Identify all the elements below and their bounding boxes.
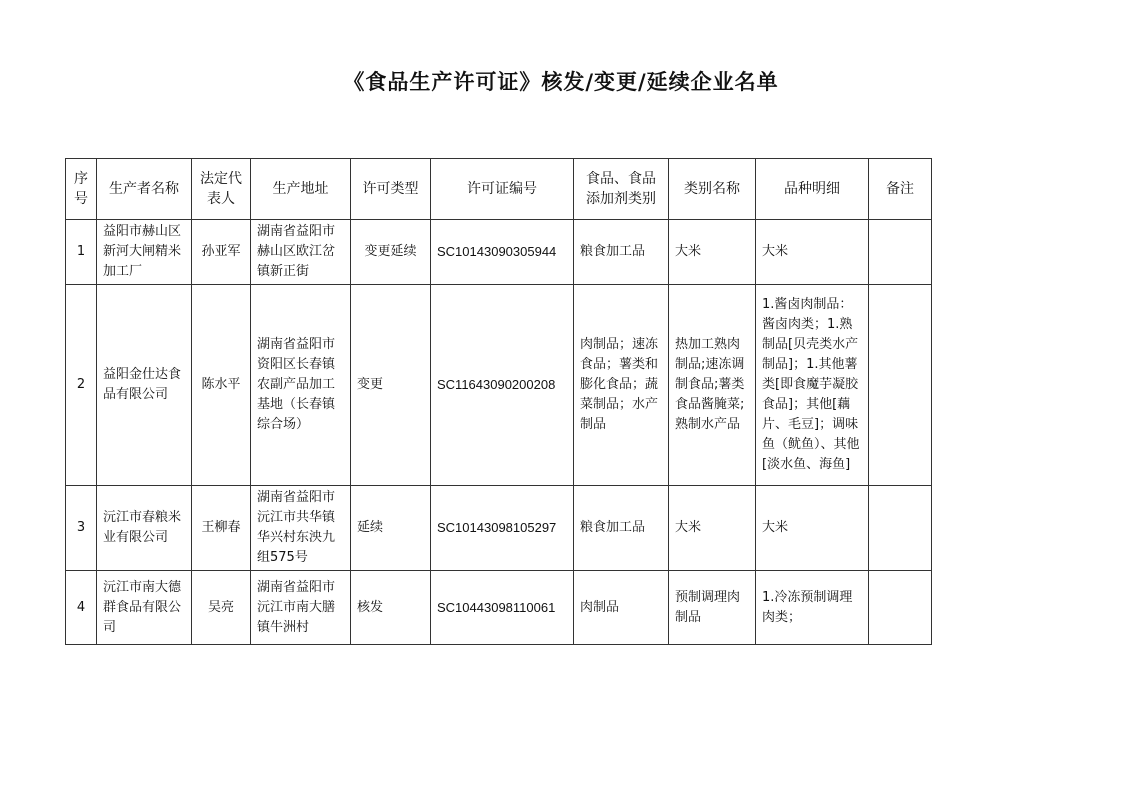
col-header-license-number: 许可证编号	[431, 159, 574, 220]
cell-producer-name: 沅江市南大德群食品有限公司	[97, 571, 192, 645]
cell-license-type: 变更延续	[351, 220, 431, 285]
cell-category-name: 热加工熟肉制品;速冻调制食品;薯类食品酱腌菜;熟制水产品	[669, 285, 756, 486]
col-header-address: 生产地址	[251, 159, 351, 220]
cell-category-name: 预制调理肉制品	[669, 571, 756, 645]
cell-license-type: 变更	[351, 285, 431, 486]
cell-no: 4	[66, 571, 97, 645]
cell-license-type: 延续	[351, 486, 431, 571]
cell-license-type: 核发	[351, 571, 431, 645]
table-row	[66, 220, 932, 285]
cell-no: 3	[66, 486, 97, 571]
cell-food-category: 肉制品	[574, 571, 669, 645]
page-title: 《食品生产许可证》核发/变更/延续企业名单	[343, 69, 779, 94]
table-header-row	[66, 159, 932, 220]
cell-address: 湖南省益阳市沅江市南大膳镇牛洲村	[251, 571, 351, 645]
cell-category-name: 大米	[669, 220, 756, 285]
cell-producer-name: 益阳市赫山区新河大闸精米加工厂	[97, 220, 192, 285]
cell-variety-detail: 1.冷冻预制调理肉类；	[756, 571, 869, 645]
cell-license-number: SC10443098110061	[431, 571, 574, 645]
cell-category-name: 大米	[669, 486, 756, 571]
cell-legal-rep: 王柳春	[192, 486, 251, 571]
cell-legal-rep: 孙亚军	[192, 220, 251, 285]
cell-address: 湖南省益阳市赫山区欧江岔镇新正街	[251, 220, 351, 285]
cell-legal-rep: 吴亮	[192, 571, 251, 645]
cell-no: 1	[66, 220, 97, 285]
cell-food-category: 肉制品；速冻食品；薯类和膨化食品；蔬菜制品；水产制品	[574, 285, 669, 486]
col-header-remark: 备注	[869, 159, 932, 220]
enterprise-table	[65, 158, 932, 645]
cell-address: 湖南省益阳市资阳区长春镇农副产品加工基地（长春镇综合场）	[251, 285, 351, 486]
table-row	[66, 486, 932, 571]
col-header-food-category: 食品、食品添加剂类别	[574, 159, 669, 220]
cell-variety-detail: 大米	[756, 220, 869, 285]
col-header-variety-detail: 品种明细	[756, 159, 869, 220]
cell-remark	[869, 486, 932, 571]
table-row	[66, 571, 932, 645]
col-header-category-name: 类别名称	[669, 159, 756, 220]
cell-variety-detail: 大米	[756, 486, 869, 571]
cell-no: 2	[66, 285, 97, 486]
cell-license-number: SC10143098105297	[431, 486, 574, 571]
cell-license-number: SC10143090305944	[431, 220, 574, 285]
cell-food-category: 粮食加工品	[574, 220, 669, 285]
cell-remark	[869, 220, 932, 285]
cell-legal-rep: 陈水平	[192, 285, 251, 486]
cell-producer-name: 沅江市春粮米业有限公司	[97, 486, 192, 571]
cell-remark	[869, 285, 932, 486]
cell-license-number: SC11643090200208	[431, 285, 574, 486]
col-header-no: 序号	[66, 159, 97, 220]
table-row	[66, 285, 932, 486]
cell-variety-detail: 1.酱卤肉制品：酱卤肉类；1.熟制品[贝壳类水产制品]；1.其他薯类[即食魔芋凝胶食品]；其他[藕片、毛豆]；调味鱼（鱿鱼）、其他[淡水鱼、海鱼]	[756, 285, 869, 486]
cell-remark	[869, 571, 932, 645]
cell-producer-name: 益阳金仕达食品有限公司	[97, 285, 192, 486]
cell-food-category: 粮食加工品	[574, 486, 669, 571]
cell-address: 湖南省益阳市沅江市共华镇华兴村东泱九组575号	[251, 486, 351, 571]
col-header-producer-name: 生产者名称	[97, 159, 192, 220]
col-header-license-type: 许可类型	[351, 159, 431, 220]
col-header-legal-rep: 法定代表人	[192, 159, 251, 220]
